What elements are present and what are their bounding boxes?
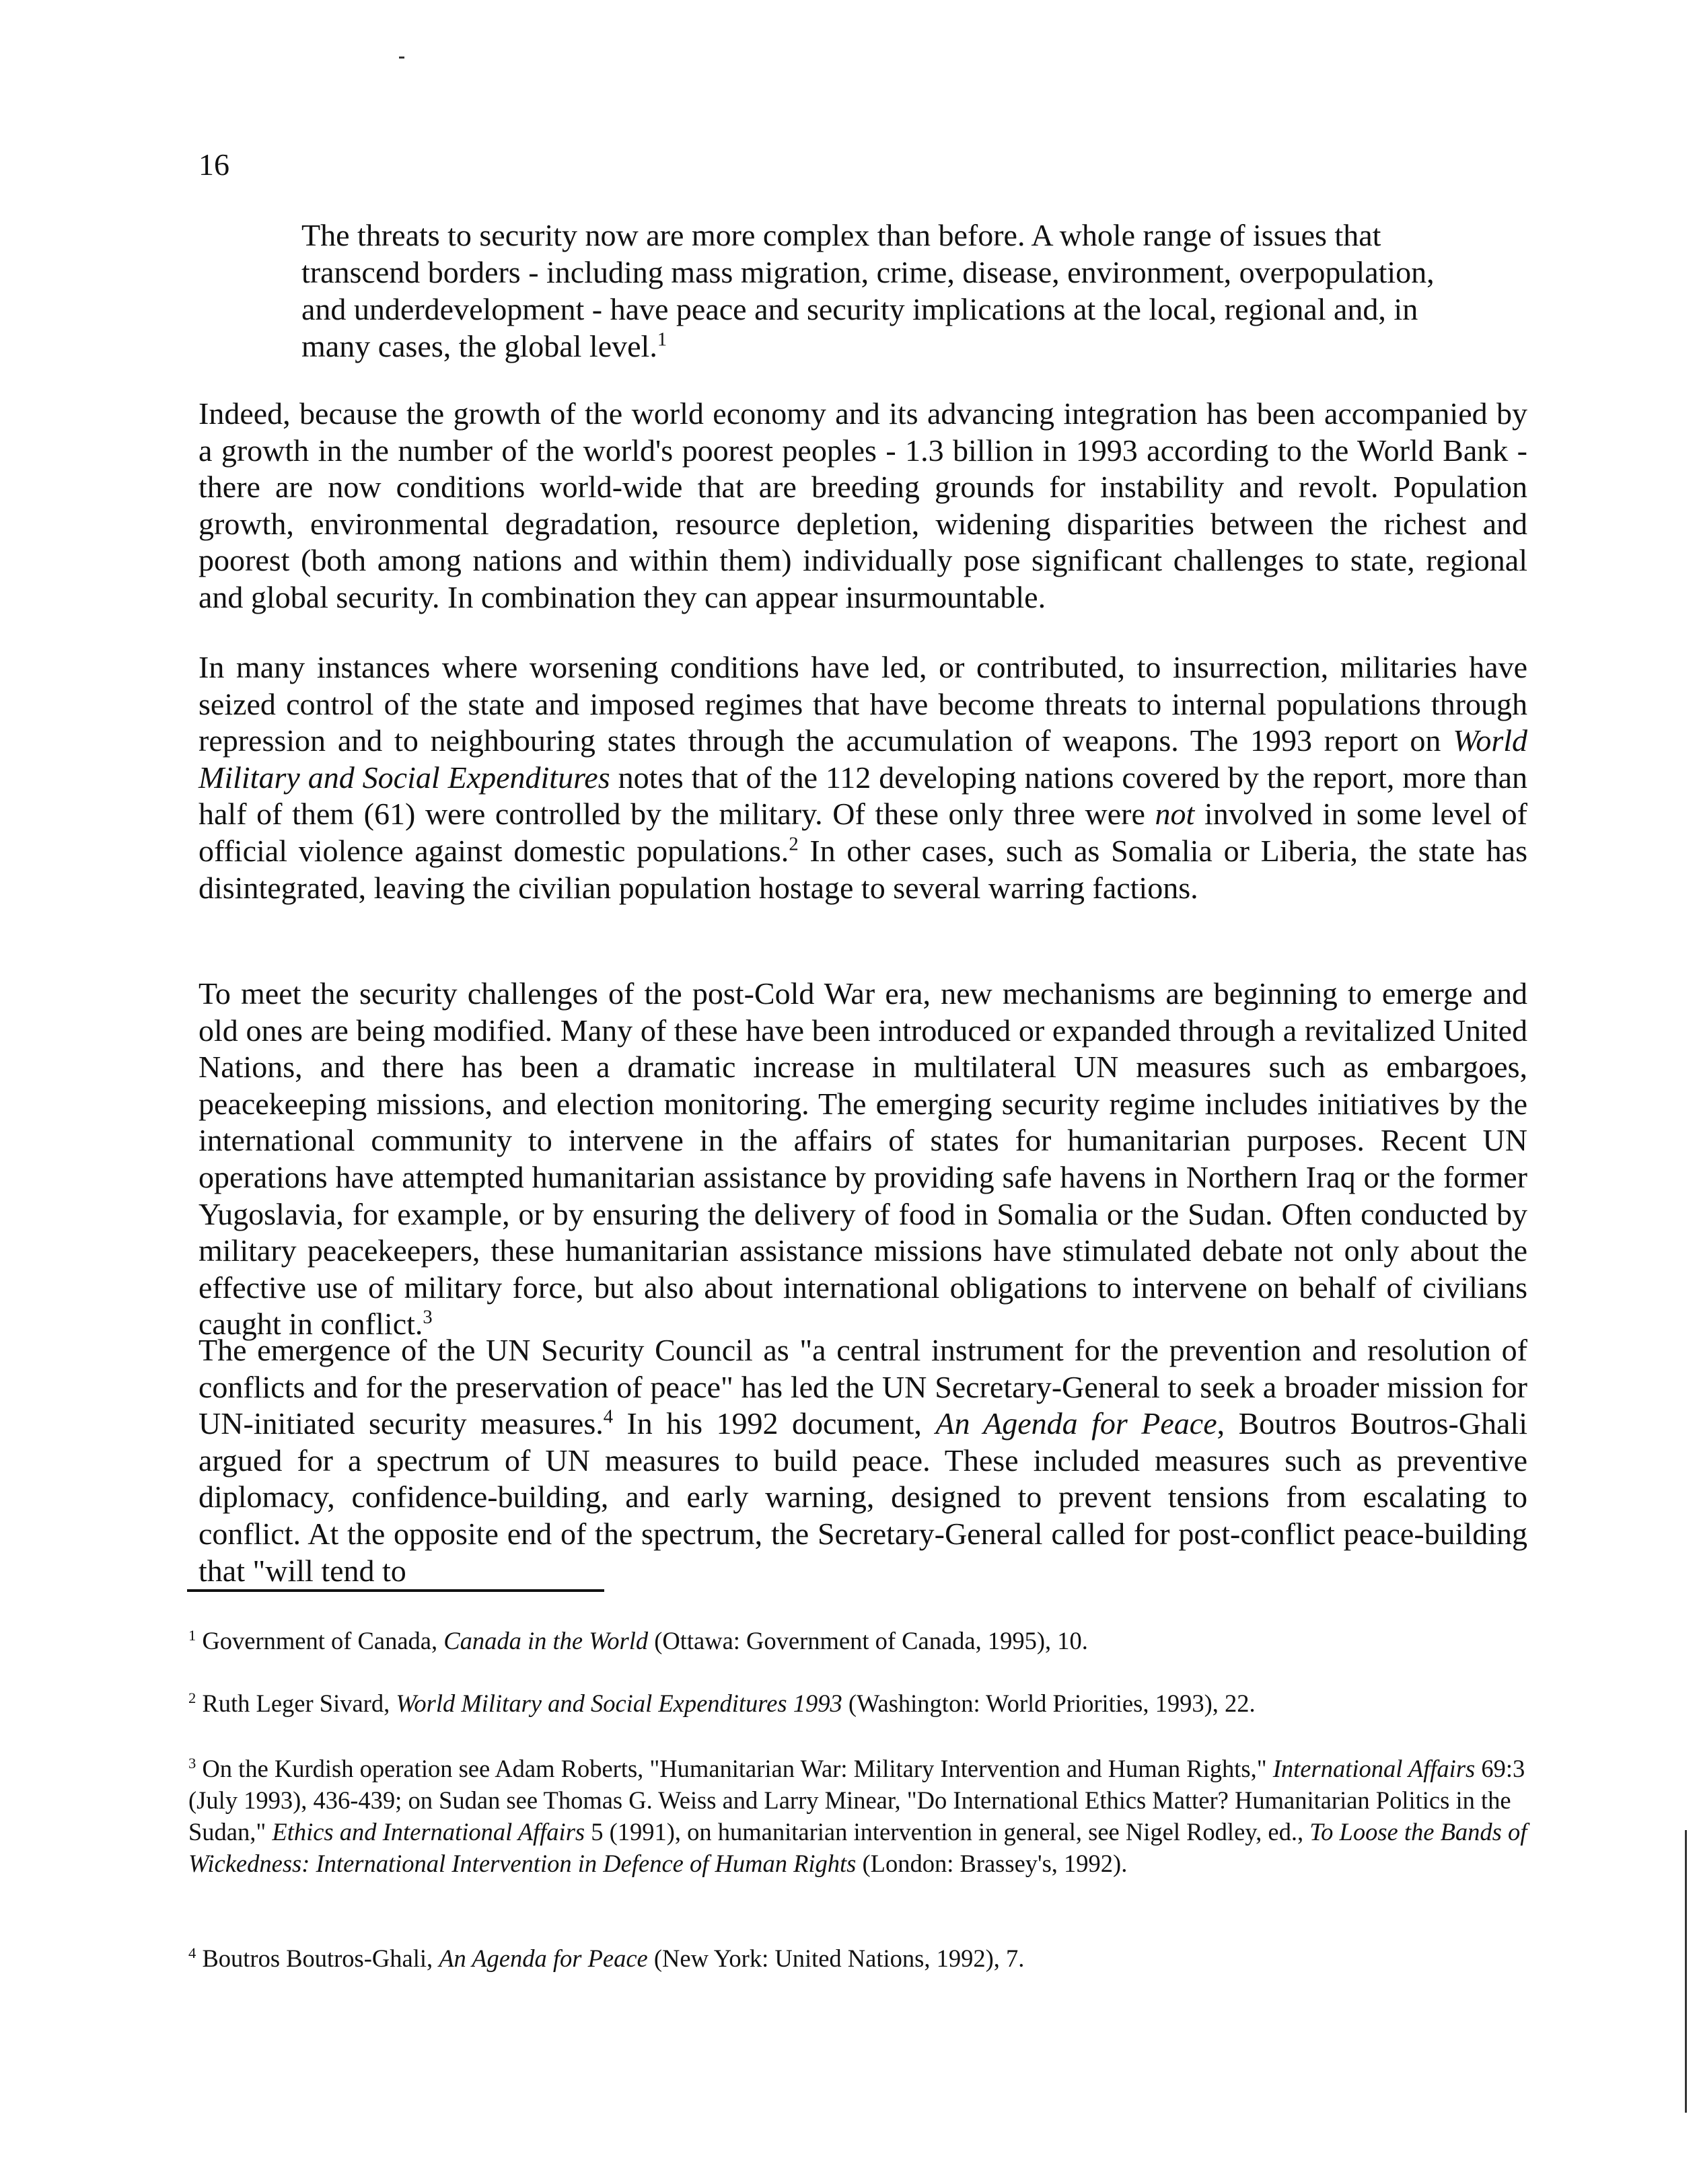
report-title: World Military and Social Expenditures: [198, 723, 1527, 795]
paragraph-4-text-a: The emergence of the UN Security Council as "a central instrument for the prevention and resolution of conflicts and for the preservation of peace" has led the UN Secretary-General to seek a broader mission for UN-initiated security measures.: [198, 1333, 1527, 1441]
footnote-2-mark: 2: [188, 1689, 196, 1706]
footnote-3-text-c: 5 (1991), on humanitarian intervention in general, see Nigel Rodley, ed.,: [585, 1818, 1310, 1846]
footnote-1-text-b: (Ottawa: Government of Canada, 1995), 10.: [648, 1627, 1088, 1654]
paragraph-2-text-c: involved in some level of official violence against domestic populations.: [198, 797, 1527, 868]
footnote-3: [188, 1753, 1527, 1879]
footnote-2: [188, 1687, 1527, 1719]
footnote-4-text-b: (New York: United Nations, 1992), 7.: [647, 1944, 1025, 1972]
footnote-ref-4: 4: [603, 1406, 613, 1428]
footnote-4-title: An Agenda for Peace: [439, 1944, 648, 1972]
scan-artifact-right-edge: [1685, 1830, 1687, 2113]
footnote-3-text-a: On the Kurdish operation see Adam Roberts, "Humanitarian War: Military Intervention and Human Rights,": [196, 1755, 1273, 1782]
paragraph-1: [198, 396, 1527, 616]
footnote-ref-1: 1: [657, 329, 667, 351]
emphasis-not: not: [1155, 797, 1195, 832]
footnote-1-title: Canada in the World: [443, 1627, 649, 1654]
paragraph-2-text-a: In many instances where worsening conditions have led, or contributed, to insurrection, militaries have seized control of the state and imposed regimes that have become threats to internal populations through repression and to neighbouring states through the accumulation of weapons. The 1993 report on: [198, 650, 1527, 758]
footnote-2-text-a: Ruth Leger Sivard,: [196, 1689, 396, 1717]
footnote-1-text-a: Government of Canada,: [196, 1627, 444, 1654]
footnote-3-mark: 3: [188, 1754, 196, 1772]
footnote-3-title-2: Ethics and International Affairs: [272, 1818, 585, 1846]
footnote-3-title-1: International Affairs: [1272, 1755, 1476, 1782]
footnote-ref-2: 2: [789, 834, 799, 855]
paragraph-3-text: To meet the security challenges of the post-Cold War era, new mechanisms are beginning to emerge and old ones are being modified. Many of these have been introduced or expanded through a revitalized United Nations, and there has been a dramatic increase in multilateral UN measures such as embargoes, peacekeeping missions, and election monitoring. The emerging security regime includes initiatives by the international community to intervene in the affairs of states for humanitarian purposes. Recent UN operations have attempted humanitarian assistance by providing safe havens in Northern Iraq or the former Yugoslavia, for example, or by ensuring the delivery of food in Somalia or the Sudan. Often conducted by military peacekeepers, these humanitarian assistance missions have stimulated debate not only about the effective use of military force, but also about international obligations to intervene on behalf of civilians caught in conflict.: [198, 976, 1527, 1342]
footnote-2-title: World Military and Social Expenditures 1993: [396, 1689, 842, 1717]
footnote-1: [188, 1625, 1527, 1657]
footnote-4: [188, 1942, 1527, 1974]
footnote-4-text-a: Boutros Boutros-Ghali,: [196, 1944, 439, 1972]
footnote-divider: [187, 1589, 604, 1592]
paragraph-4: [198, 1332, 1527, 1589]
paragraph-2-text-b: notes that of the 112 developing nations covered by the report, more than half of them (61) were controlled by the military. Of these only three were: [198, 760, 1527, 832]
block-quote: [301, 217, 1455, 365]
footnote-1-mark: 1: [188, 1626, 196, 1644]
scan-artifact-top: [399, 57, 404, 59]
paragraph-4-text-b: In his 1992 document,: [613, 1406, 936, 1441]
paragraph-2-text-d: In other cases, such as Somalia or Liberia, the state has disintegrated, leaving the civilian population hostage to several warring factions.: [198, 833, 1527, 905]
block-quote-text: The threats to security now are more complex than before. A whole range of issues that transcend borders - including mass migration, crime, disease, environment, overpopulation, and underdevelopment - have peace and security implications at the local, regional and, in many cases, the global level.: [301, 218, 1435, 363]
footnote-3-text-b: 69:3 (July 1993), 436-439; on Sudan see Thomas G. Weiss and Larry Minear, "Do International Ethics Matter? Humanitarian Politics in the Sudan,": [188, 1755, 1525, 1846]
agenda-title: An Agenda for Peace: [935, 1406, 1217, 1441]
paragraph-1-text: Indeed, because the growth of the world economy and its advancing integration has been accompanied by a growth in the number of the world's poorest peoples - 1.3 billion in 1993 according to the World Bank - there are now conditions world-wide that are breeding grounds for instability and revolt. Population growth, environmental degradation, resource depletion, widening disparities between the richest and poorest (both among nations and within them) individually pose significant challenges to state, regional and global security. In combination they can appear insurmountable.: [198, 396, 1527, 614]
footnote-ref-3: 3: [423, 1307, 433, 1329]
footnote-3-title-3: To Loose the Bands of Wickedness: International Intervention in Defence of Human Rights: [188, 1818, 1527, 1877]
paragraph-3: [198, 976, 1527, 1343]
paragraph-2: [198, 649, 1527, 906]
page-number: 16: [198, 147, 229, 182]
footnote-3-text-d: (London: Brassey's, 1992).: [856, 1850, 1128, 1877]
paragraph-4-text-c: , Boutros Boutros-Ghali argued for a spectrum of UN measures to build peace. These included measures such as preventive diplomacy, confidence-building, and early warning, designed to prevent tensions from escalating to conflict. At the opposite end of the spectrum, the Secretary-General called for post-conflict peace-building that "will tend to: [198, 1406, 1527, 1588]
footnote-4-mark: 4: [188, 1944, 196, 1961]
footnote-2-text-b: (Washington: World Priorities, 1993), 22.: [842, 1689, 1256, 1717]
